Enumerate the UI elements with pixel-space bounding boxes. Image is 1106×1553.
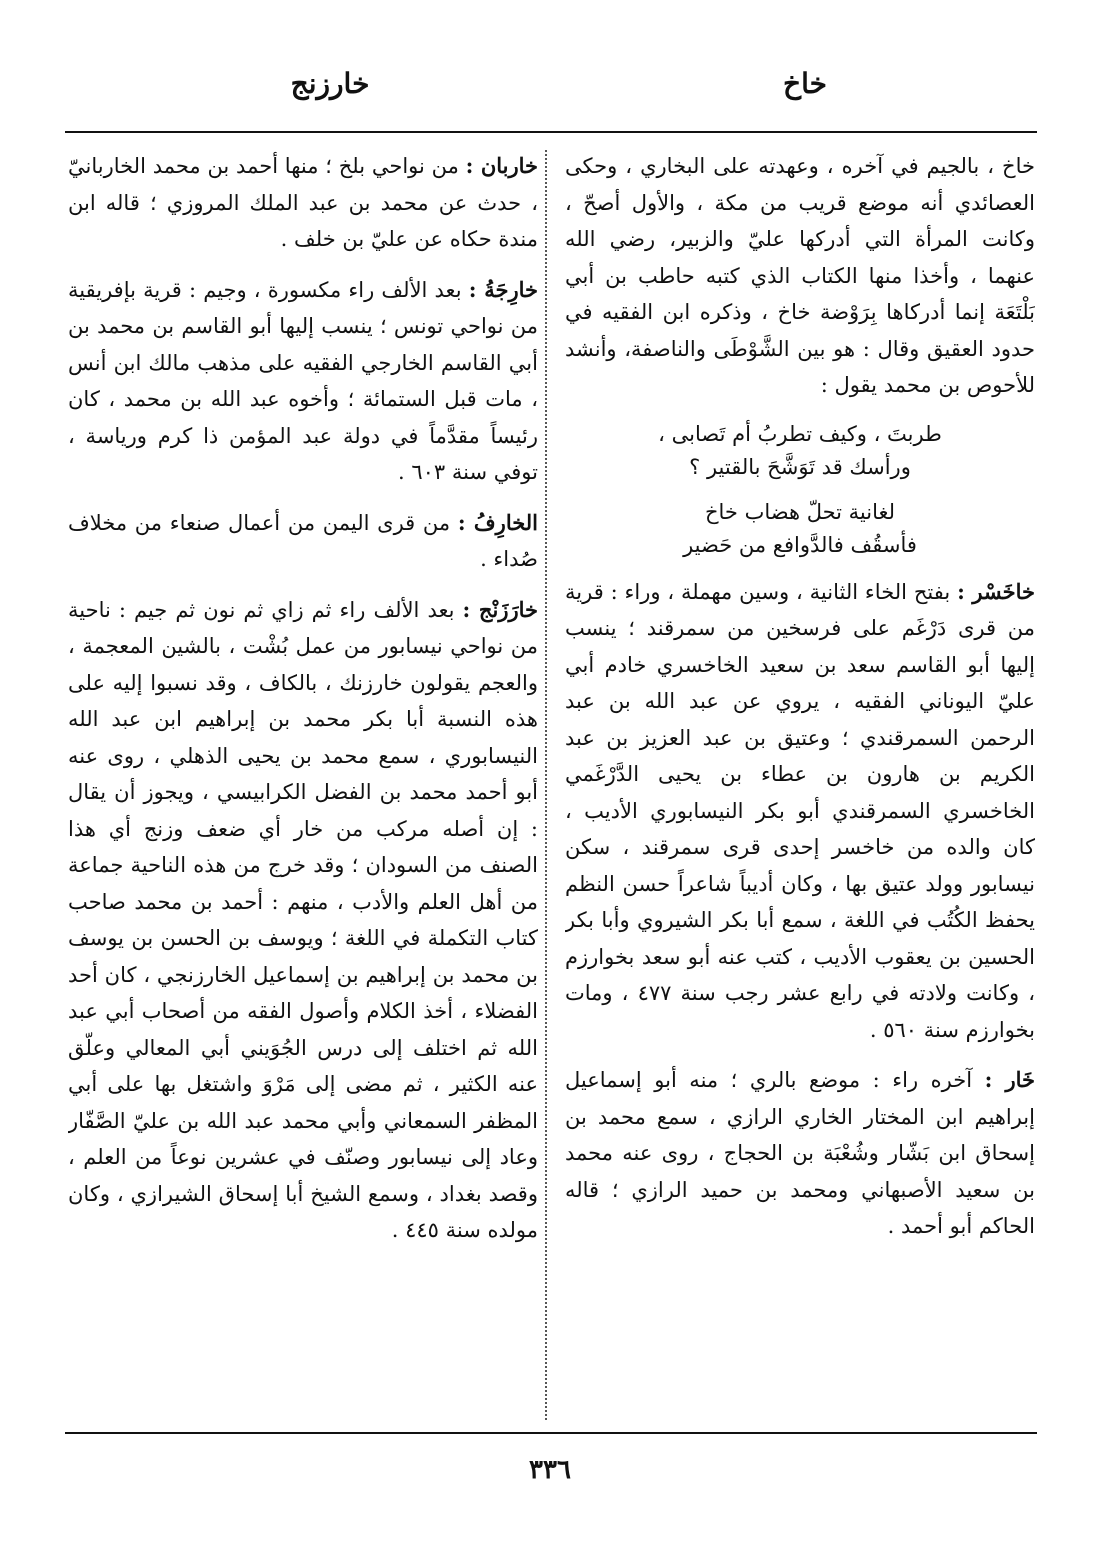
entry-kharija-headword: خارِجَةُ : — [468, 276, 538, 302]
verse-2 — [565, 496, 1035, 562]
entry-kharif — [68, 505, 538, 578]
verse-1-line-b: ورأسك قد تَوَشَّحَ بالقتير ؟ — [689, 454, 911, 479]
entry-kharija-text: بعد الألف راء مكسورة ، وجيم : قرية بإفريقية من نواحي تونس ؛ ينسب إليها أبو القاسم بن محمد بن أبي القاسم الخارجي الفقيه على مذهب مالك ابن أنس ، مات قبل الستمائة ؛ وأخوه عبد الله بن محمد ، كان رئيساً مقدَّماً في دولة عبد المؤمن ذا كرم ورياسة ، توفي سنة ٦٠٣ . — [68, 277, 538, 484]
entry-kharija — [68, 272, 538, 491]
entry-kharban-headword: خاربان : — [465, 153, 538, 178]
entry-khakhasr-headword: خاخَسْر : — [957, 578, 1035, 604]
page-number: ٣٣٦ — [529, 1455, 571, 1485]
verse-2-line-a: لغانية تحلّ هضاب خاخ — [704, 499, 896, 524]
top-rule — [65, 131, 1037, 133]
bottom-rule — [65, 1432, 1037, 1434]
left-column — [68, 148, 538, 1423]
running-head-left: خارزنج — [290, 67, 370, 100]
column-divider — [545, 150, 547, 1420]
verse-1 — [565, 418, 1035, 484]
entry-kharif-headword: الخارِفُ : — [457, 509, 538, 535]
entry-kharzanj-text: بعد الألف راء ثم زاي ثم نون ثم جيم : ناحية من نواحي نيسابور من عمل بُشْت ، بالشين المعجمة ، والعجم يقولون خارزنك ، بالكاف ، وقد نسبوا إليه على هذه النسبة أبا بكر محمد بن إبراهيم ابن عبد الله النيسابوري ، سمع محمد بن يحيى الذهلي ، روى عنه أبو أحمد محمد بن الفضل الكرابيسي ، ويجوز أن يقال : إن أصله مركب من خار أي ضعف وزنج أي هذا الصنف من السودان ؛ وقد خرج من هذه الناحية جماعة من أهل العلم والأدب ، منهم : أحمد بن محمد صاحب كتاب التكملة في اللغة ؛ ويوسف بن الحسن بن يوسف بن محمد بن إبراهيم بن إسماعيل الخارزنجي ، كان أحد الفضلاء ، أخذ الكلام وأصول الفقه من أصحاب أبي عبد الله ثم اختلف إلى درس الجُوَيني أبي المعالي وعلّق عنه الكثير ، ثم مضى إلى مَرْوَ واشتغل بها على أبي المظفر السمعاني وأبي محمد عبد الله بن عليّ الصَّفّار وعاد إلى نيسابور وصنّف في عشرين نوعاً من العلم ، وقصد بغداد ، وسمع الشيخ أبا إسحاق الشيرازي ، وكان مولده سنة ٤٤٥ . — [68, 597, 538, 1242]
entry-kharban-text: من نواحي بلخ ؛ منها أحمد بن محمد الخاربانيّ ، حدث عن محمد بن عبد الملك المروزي ؛ قاله ابن مندة حكاه عن عليّ بن خلف . — [68, 154, 538, 251]
entry-khakh — [565, 148, 1035, 404]
verse-2-line-b: فأسقُف فالدَّوافع من حَضير — [683, 532, 917, 557]
entry-khakhasr-text: بفتح الخاء الثانية ، وسين مهملة ، وراء : قرية من قرى دَرْغَم على فرسخين من سمرقند ؛ ينسب إليها أبو القاسم سعد بن سعيد الخاخسري خادم أبي عليّ اليوناني الفقيه ، يروي عن عبد الله بن عبد الرحمن السمرقندي ؛ وعتيق بن عبد العزيز بن عبد الكريم بن هارون بن عطاء بن يحيى الدَّرْغَمي الخاخسري السمرقندي أبو بكر النيسابوري الأديب ، كان والده من خاخسر إحدى قرى سمرقند ، سكن نيسابور وولد عتيق بها ، وكان أديباً شاعراً حسن النظم يحفظ الكُتُب في اللغة ، سمع أبا بكر الشيروي وأبا بكر الحسين بن يعقوب الأديب ، كتب عنه أبو سعد بخوارزم ، وكانت ولادته في رابع عشر رجب سنة ٤٧٧ ، ومات بخوارزم سنة ٥٦٠ . — [565, 579, 1035, 1042]
entry-kharif-text: من قرى اليمن من أعمال صنعاء من مخلاف صُداء . — [68, 510, 538, 571]
entry-khakhasr — [565, 574, 1035, 1049]
entry-khar — [565, 1062, 1035, 1245]
entry-kharban — [68, 148, 538, 258]
right-column — [565, 148, 1035, 1423]
entry-kharzanj-headword: خارَزَنْج : — [462, 596, 538, 622]
entry-khakh-text: خاخ ، بالجيم في آخره ، وعهدته على البخاري ، وحكى العصائدي أنه موضع قريب من مكة ، والأول أصحّ ، وكانت المرأة التي أدركها عليّ والزبير، رضي الله عنهما ، وأخذا منها الكتاب الذي كتبه حاطب بن أبي بَلْتَعَة إنما أدركاها بِرَوْضة خاخ ، وذكره ابن الفقيه في حدود العقيق وقال : هو بين الشَّوْطَى والناصفة، وأنشد للأحوص بن محمد يقول : — [565, 154, 1035, 397]
entry-khar-text: آخره راء : موضع بالري ؛ منه أبو إسماعيل إبراهيم ابن المختار الخاري الرازي ، سمع محمد بن إسحاق ابن بَشّار وشُعْبَة بن الحجاج ، روى عنه محمد بن سعيد الأصبهاني ومحمد بن حميد الرازي ؛ قاله الحاكم أبو أحمد . — [565, 1068, 1035, 1238]
entry-khar-headword: خَار : — [984, 1067, 1035, 1092]
entry-kharzanj — [68, 592, 538, 1249]
verse-1-line-a: طربتَ ، وكيف تطربُ أم تَصابى ، — [658, 421, 942, 446]
running-head-right: خاخ — [783, 67, 827, 100]
